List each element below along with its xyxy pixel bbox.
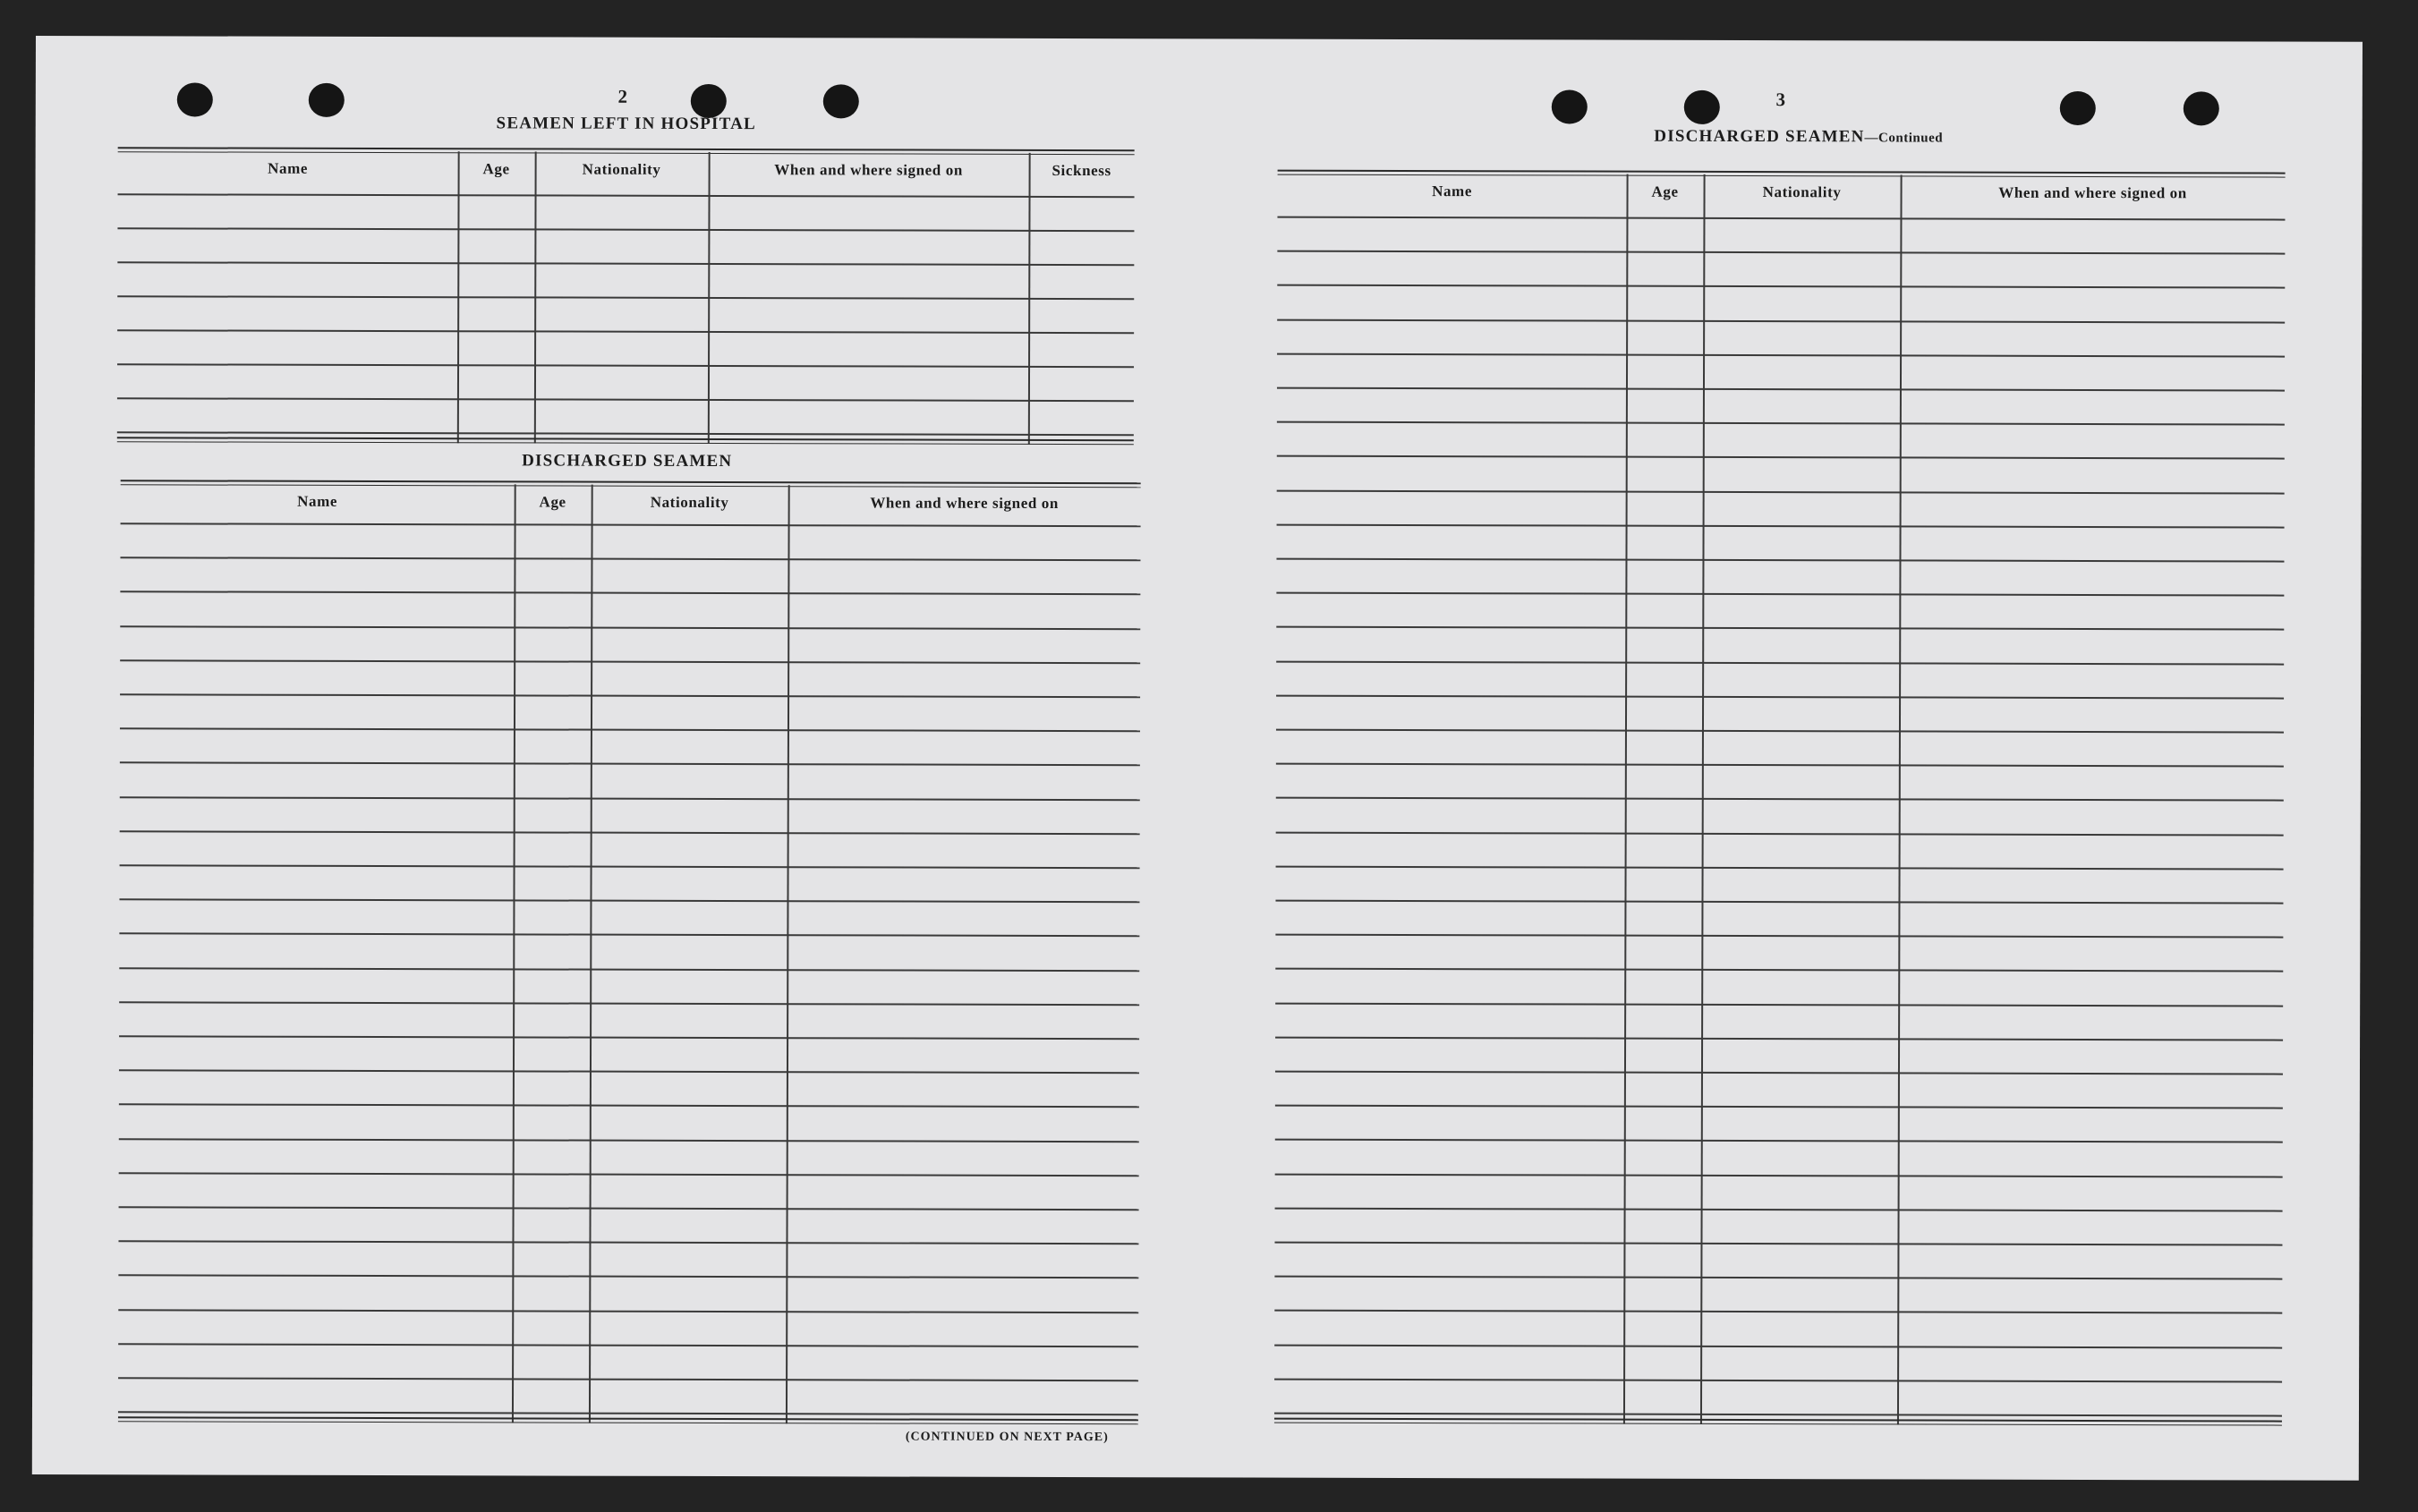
column-header-sickness: Sickness: [1051, 161, 1111, 180]
table-bottom-rule: [1274, 1418, 2282, 1426]
punch-hole: [1684, 90, 1720, 124]
table-row[interactable]: [1276, 731, 2284, 764]
table-row[interactable]: [1274, 1209, 2282, 1242]
table-row[interactable]: [1275, 867, 2283, 900]
table-row[interactable]: [1275, 1004, 2283, 1037]
table-row-line: [118, 1411, 1138, 1415]
column-header-name: Name: [268, 159, 309, 177]
table-row[interactable]: [120, 661, 1140, 694]
table-row[interactable]: [1275, 936, 2283, 969]
table-row[interactable]: [120, 558, 1140, 591]
discharged-table-left: [118, 480, 1141, 1425]
table-row[interactable]: [117, 195, 1134, 228]
table-row-line: [1274, 1413, 2282, 1417]
page-number-right: 3: [1775, 89, 1786, 111]
table-row[interactable]: [1276, 560, 2284, 593]
table-row[interactable]: [120, 593, 1140, 626]
table-row[interactable]: [1275, 902, 2283, 935]
table-row[interactable]: [1276, 833, 2284, 866]
punch-hole: [2060, 91, 2096, 125]
punch-hole: [691, 84, 727, 118]
table-row[interactable]: [1277, 320, 2285, 353]
table-row[interactable]: [1275, 1038, 2283, 1071]
table-row[interactable]: [118, 1208, 1138, 1241]
table-row[interactable]: [1276, 594, 2284, 627]
table-row[interactable]: [120, 627, 1140, 660]
table-top-rule: [118, 147, 1135, 155]
discharged-section-title: DISCHARGED SEAMEN: [522, 451, 733, 471]
table-row[interactable]: [119, 969, 1139, 1002]
table-row[interactable]: [1275, 1141, 2283, 1174]
table-bottom-rule: [118, 1416, 1138, 1424]
table-row[interactable]: [119, 1140, 1139, 1173]
table-bottom-rule: [117, 437, 1134, 445]
table-row[interactable]: [1276, 628, 2284, 661]
table-row[interactable]: [117, 229, 1134, 262]
punch-hole: [2184, 91, 2219, 125]
table-row[interactable]: [1276, 799, 2284, 832]
table-row[interactable]: [117, 297, 1134, 330]
table-row[interactable]: [118, 1311, 1138, 1344]
table-row[interactable]: [1275, 1107, 2283, 1140]
table-row[interactable]: [118, 1379, 1138, 1412]
discharged-continued-title-main: DISCHARGED SEAMEN: [1654, 126, 1865, 147]
punch-hole: [177, 82, 213, 116]
table-row[interactable]: [119, 900, 1139, 933]
punch-hole: [309, 83, 345, 117]
table-row[interactable]: [1274, 1346, 2282, 1379]
table-row[interactable]: [1277, 218, 2285, 251]
column-header-age: Age: [1651, 183, 1679, 200]
table-row[interactable]: [117, 263, 1134, 296]
column-header-nationality: Nationality: [650, 493, 729, 512]
table-row[interactable]: [117, 331, 1134, 364]
table-row[interactable]: [1276, 696, 2284, 729]
table-row[interactable]: [120, 695, 1140, 728]
table-row[interactable]: [1277, 423, 2285, 456]
table-row[interactable]: [1275, 1073, 2283, 1106]
hospital-section-title: SEAMEN LEFT IN HOSPITAL: [496, 114, 756, 134]
table-row[interactable]: [120, 524, 1140, 557]
table-row[interactable]: [120, 798, 1140, 831]
column-header-age: Age: [539, 493, 566, 511]
table-row[interactable]: [119, 1071, 1139, 1104]
table-row[interactable]: [1277, 457, 2285, 490]
table-row[interactable]: [118, 1345, 1138, 1378]
table-row-line: [117, 431, 1134, 436]
column-header-when-where-signed-on: When and where signed on: [774, 161, 963, 179]
punch-hole: [1552, 89, 1588, 123]
table-row[interactable]: [120, 832, 1140, 865]
table-row[interactable]: [119, 1003, 1139, 1036]
punch-hole: [823, 84, 859, 118]
table-row[interactable]: [1275, 1175, 2283, 1208]
column-header-nationality: Nationality: [1762, 183, 1842, 201]
table-top-rule: [121, 480, 1141, 488]
table-row[interactable]: [1274, 1278, 2282, 1311]
continued-note: (CONTINUED ON NEXT PAGE): [905, 1430, 1109, 1445]
table-row[interactable]: [1277, 252, 2285, 285]
column-header-name: Name: [297, 492, 338, 510]
table-row[interactable]: [1274, 1244, 2282, 1277]
table-row[interactable]: [1274, 1380, 2282, 1413]
table-row[interactable]: [119, 1037, 1139, 1070]
record-sheet: [32, 36, 2363, 1481]
table-row[interactable]: [120, 729, 1140, 762]
table-row[interactable]: [118, 1277, 1138, 1310]
column-header-nationality: Nationality: [582, 160, 661, 178]
table-row[interactable]: [119, 935, 1139, 968]
table-row[interactable]: [119, 866, 1139, 899]
column-header-when-where-signed-on: When and where signed on: [870, 494, 1059, 512]
table-row[interactable]: [119, 1106, 1139, 1139]
table-row[interactable]: [1277, 389, 2285, 422]
table-row[interactable]: [1276, 525, 2284, 558]
column-header-when-where-signed-on: When and where signed on: [1998, 183, 2187, 202]
discharged-continued-title: [1602, 127, 1996, 148]
table-row[interactable]: [117, 399, 1134, 432]
table-row[interactable]: [1277, 491, 2285, 524]
table-row[interactable]: [1275, 970, 2283, 1003]
column-header-name: Name: [1432, 183, 1473, 200]
table-row[interactable]: [1277, 354, 2285, 387]
table-row[interactable]: [120, 764, 1140, 797]
table-row[interactable]: [1277, 286, 2285, 319]
table-row[interactable]: [118, 1242, 1138, 1275]
column-header-age: Age: [482, 160, 510, 178]
table-row[interactable]: [117, 365, 1134, 398]
continued-suffix: —Continued: [1864, 131, 1944, 146]
table-row[interactable]: [1276, 662, 2284, 695]
table-row[interactable]: [119, 1174, 1139, 1207]
table-row[interactable]: [1276, 765, 2284, 798]
page-number-left: 2: [617, 85, 628, 107]
discharged-table-right: [1274, 170, 2286, 1425]
table-row[interactable]: [1274, 1312, 2282, 1345]
hospital-table: [117, 147, 1135, 437]
table-top-rule: [1278, 170, 2286, 178]
